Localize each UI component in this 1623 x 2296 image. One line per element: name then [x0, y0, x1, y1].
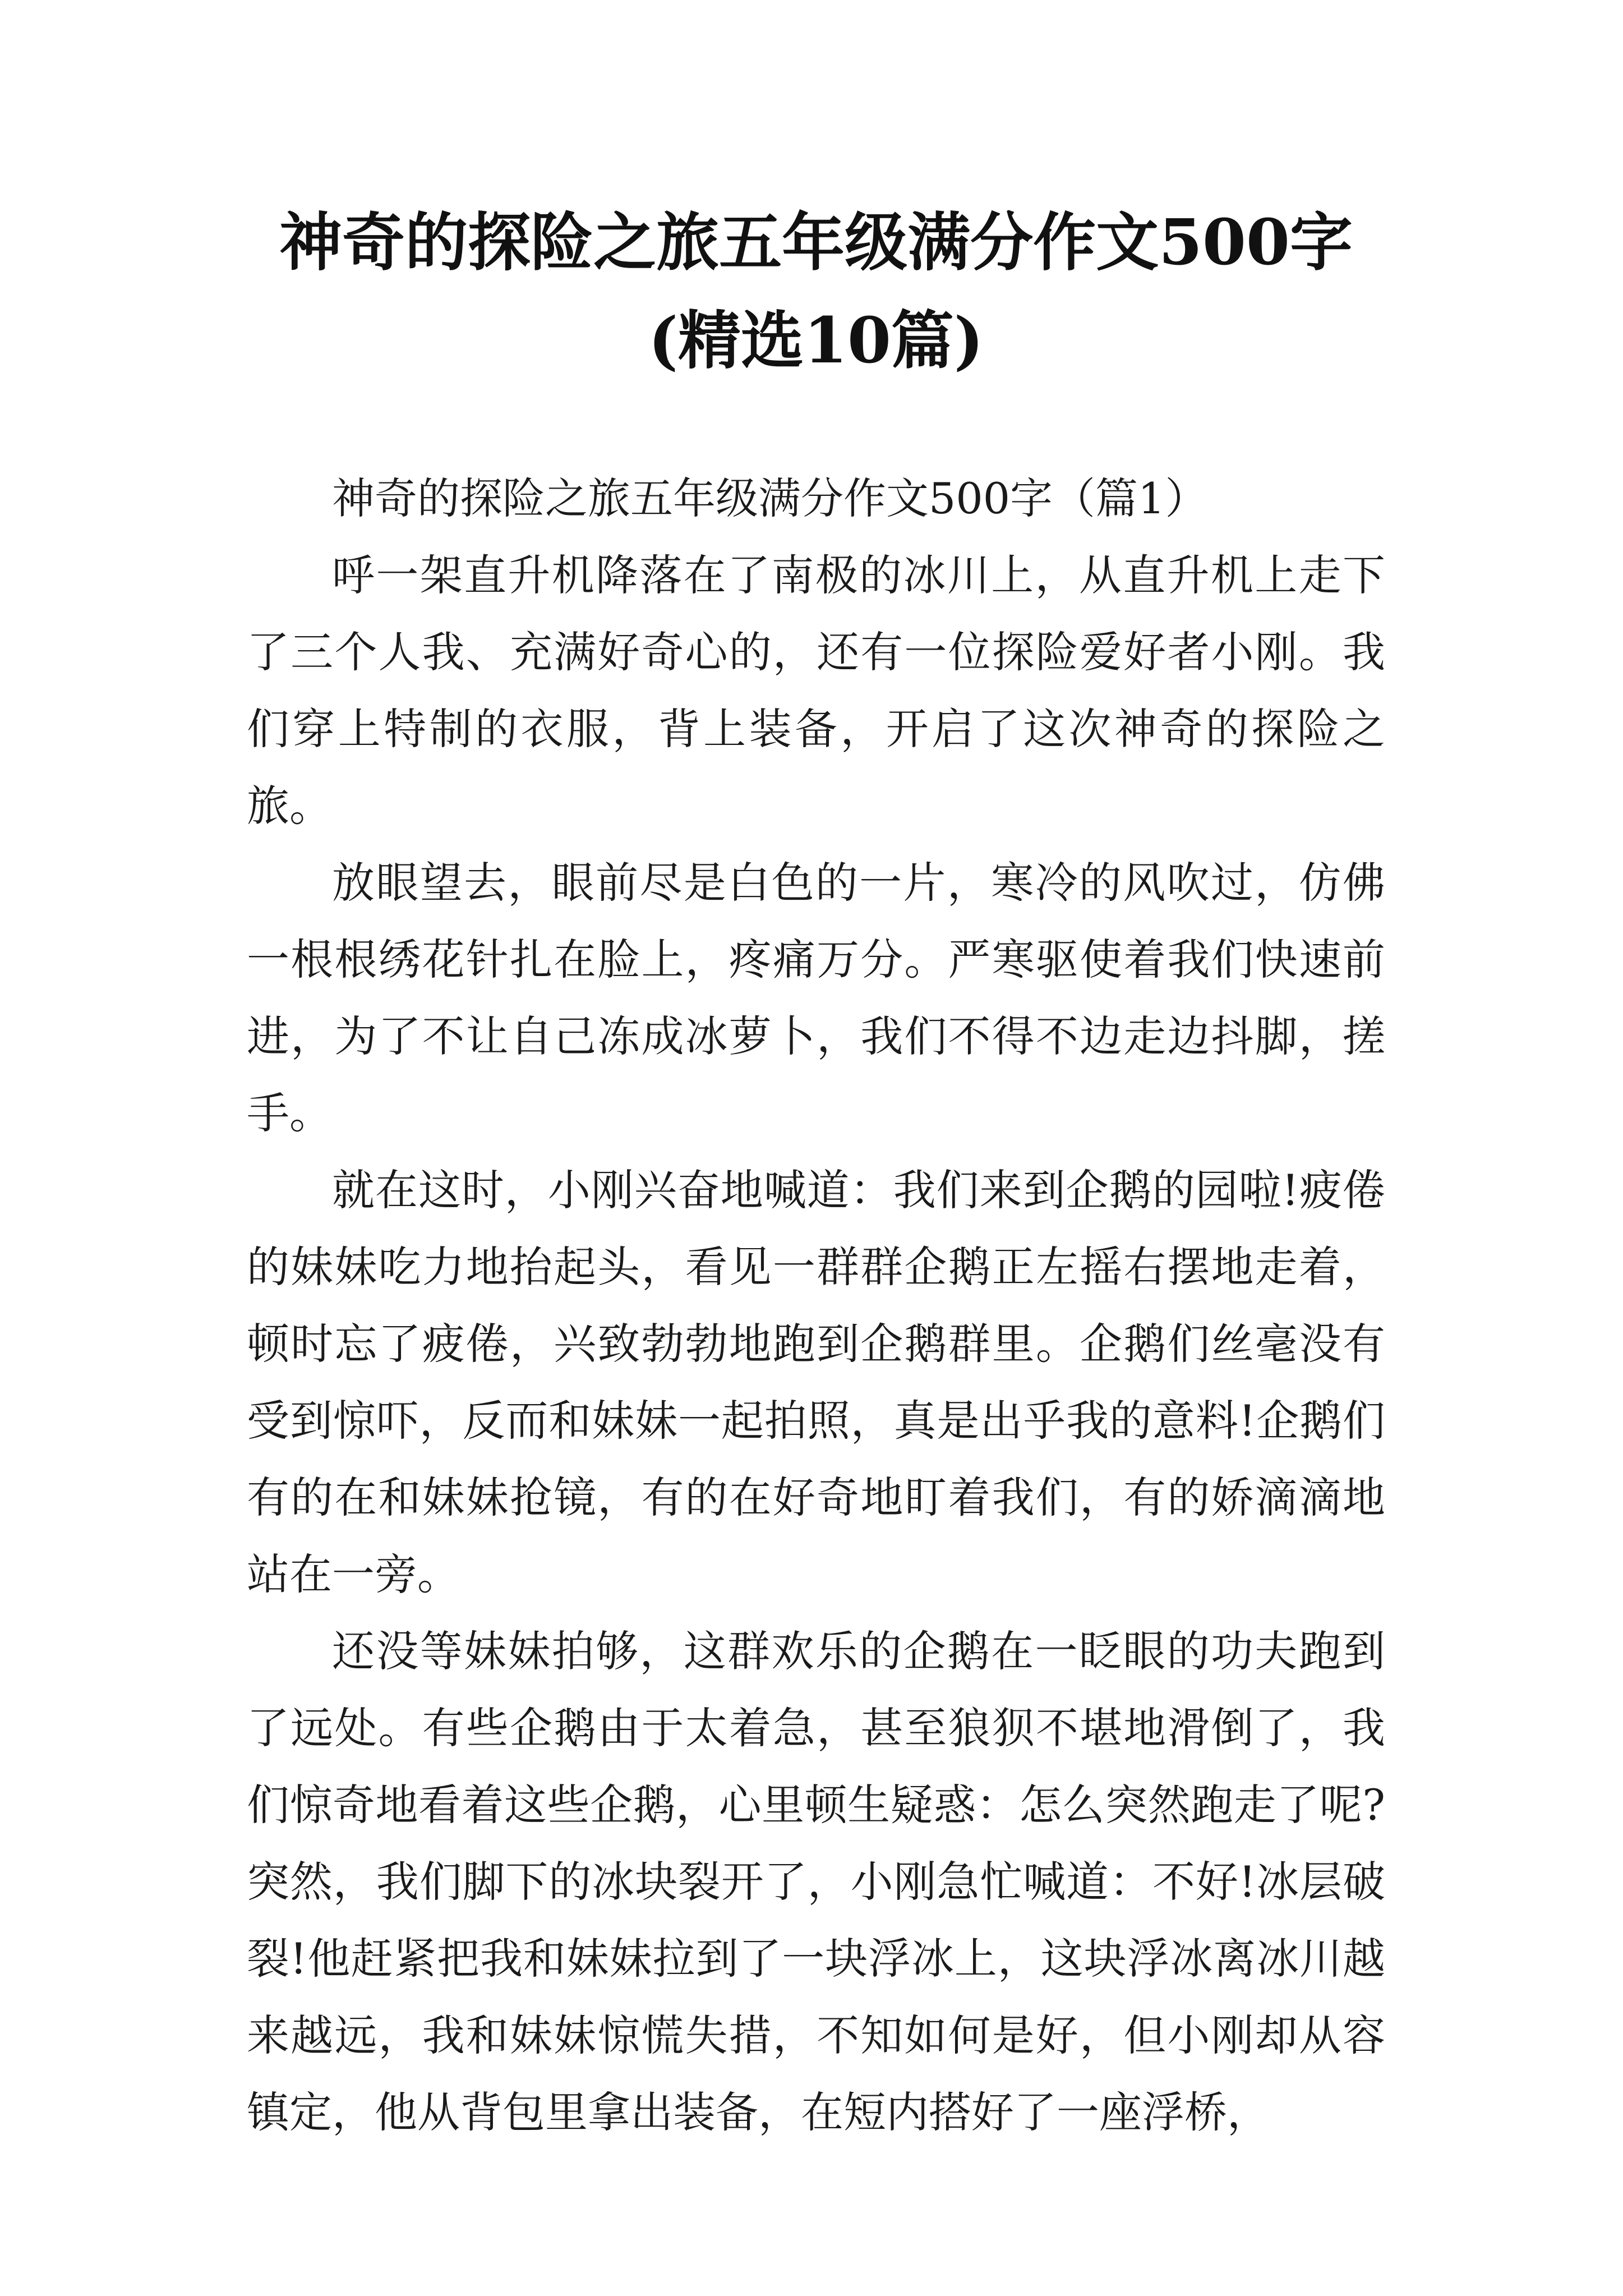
document-body	[247, 460, 1385, 2151]
body-paragraph: 就在这时，小刚兴奋地喊道：我们来到企鹅的园啦!疲倦的妹妹吃力地抬起头，看见一群群企鹅正左摇右摆地走着，顿时忘了疲倦，兴致勃勃地跑到企鹅群里。企鹅们丝毫没有受到惊吓，反而和妹妹一起拍照，真是出乎我的意料!企鹅们有的在和妹妹抢镜，有的在好奇地盯着我们，有的娇滴滴地站在一旁。	[247, 1165, 1385, 1599]
body-paragraph: 呼一架直升机降落在了南极的冰川上，从直升机上走下了三个人我、充满好奇心的，还有一位探险爱好者小刚。我们穿上特制的衣服，背上装备，开启了这次神奇的探险之旅。	[247, 550, 1385, 831]
body-paragraph: 还没等妹妹拍够，这群欢乐的企鹅在一眨眼的功夫跑到了远处。有些企鹅由于太着急，甚至狼狈不堪地滑倒了，我们惊奇地看着这些企鹅，心里顿生疑惑：怎么突然跑走了呢?突然，我们脚下的冰块裂开了，小刚急忙喊道：不好!冰层破裂!他赶紧把我和妹妹拉到了一块浮冰上，这块浮冰离冰川越来越远，我和妹妹惊慌失措，不知如何是好，但小刚却从容镇定，他从背包里拿出装备，在短内搭好了一座浮桥，	[247, 1626, 1385, 2137]
section-heading: 神奇的探险之旅五年级满分作文500字（篇1）	[332, 473, 1208, 523]
body-paragraph: 放眼望去，眼前尽是白色的一片，寒冷的风吹过，仿佛一根根绣花针扎在脸上，疼痛万分。严寒驱使着我们快速前进，为了不让自己冻成冰萝卜，我们不得不边走边抖脚，搓手。	[247, 858, 1385, 1138]
document-title: 神奇的探险之旅五年级满分作文500字(精选10篇)	[279, 206, 1353, 378]
